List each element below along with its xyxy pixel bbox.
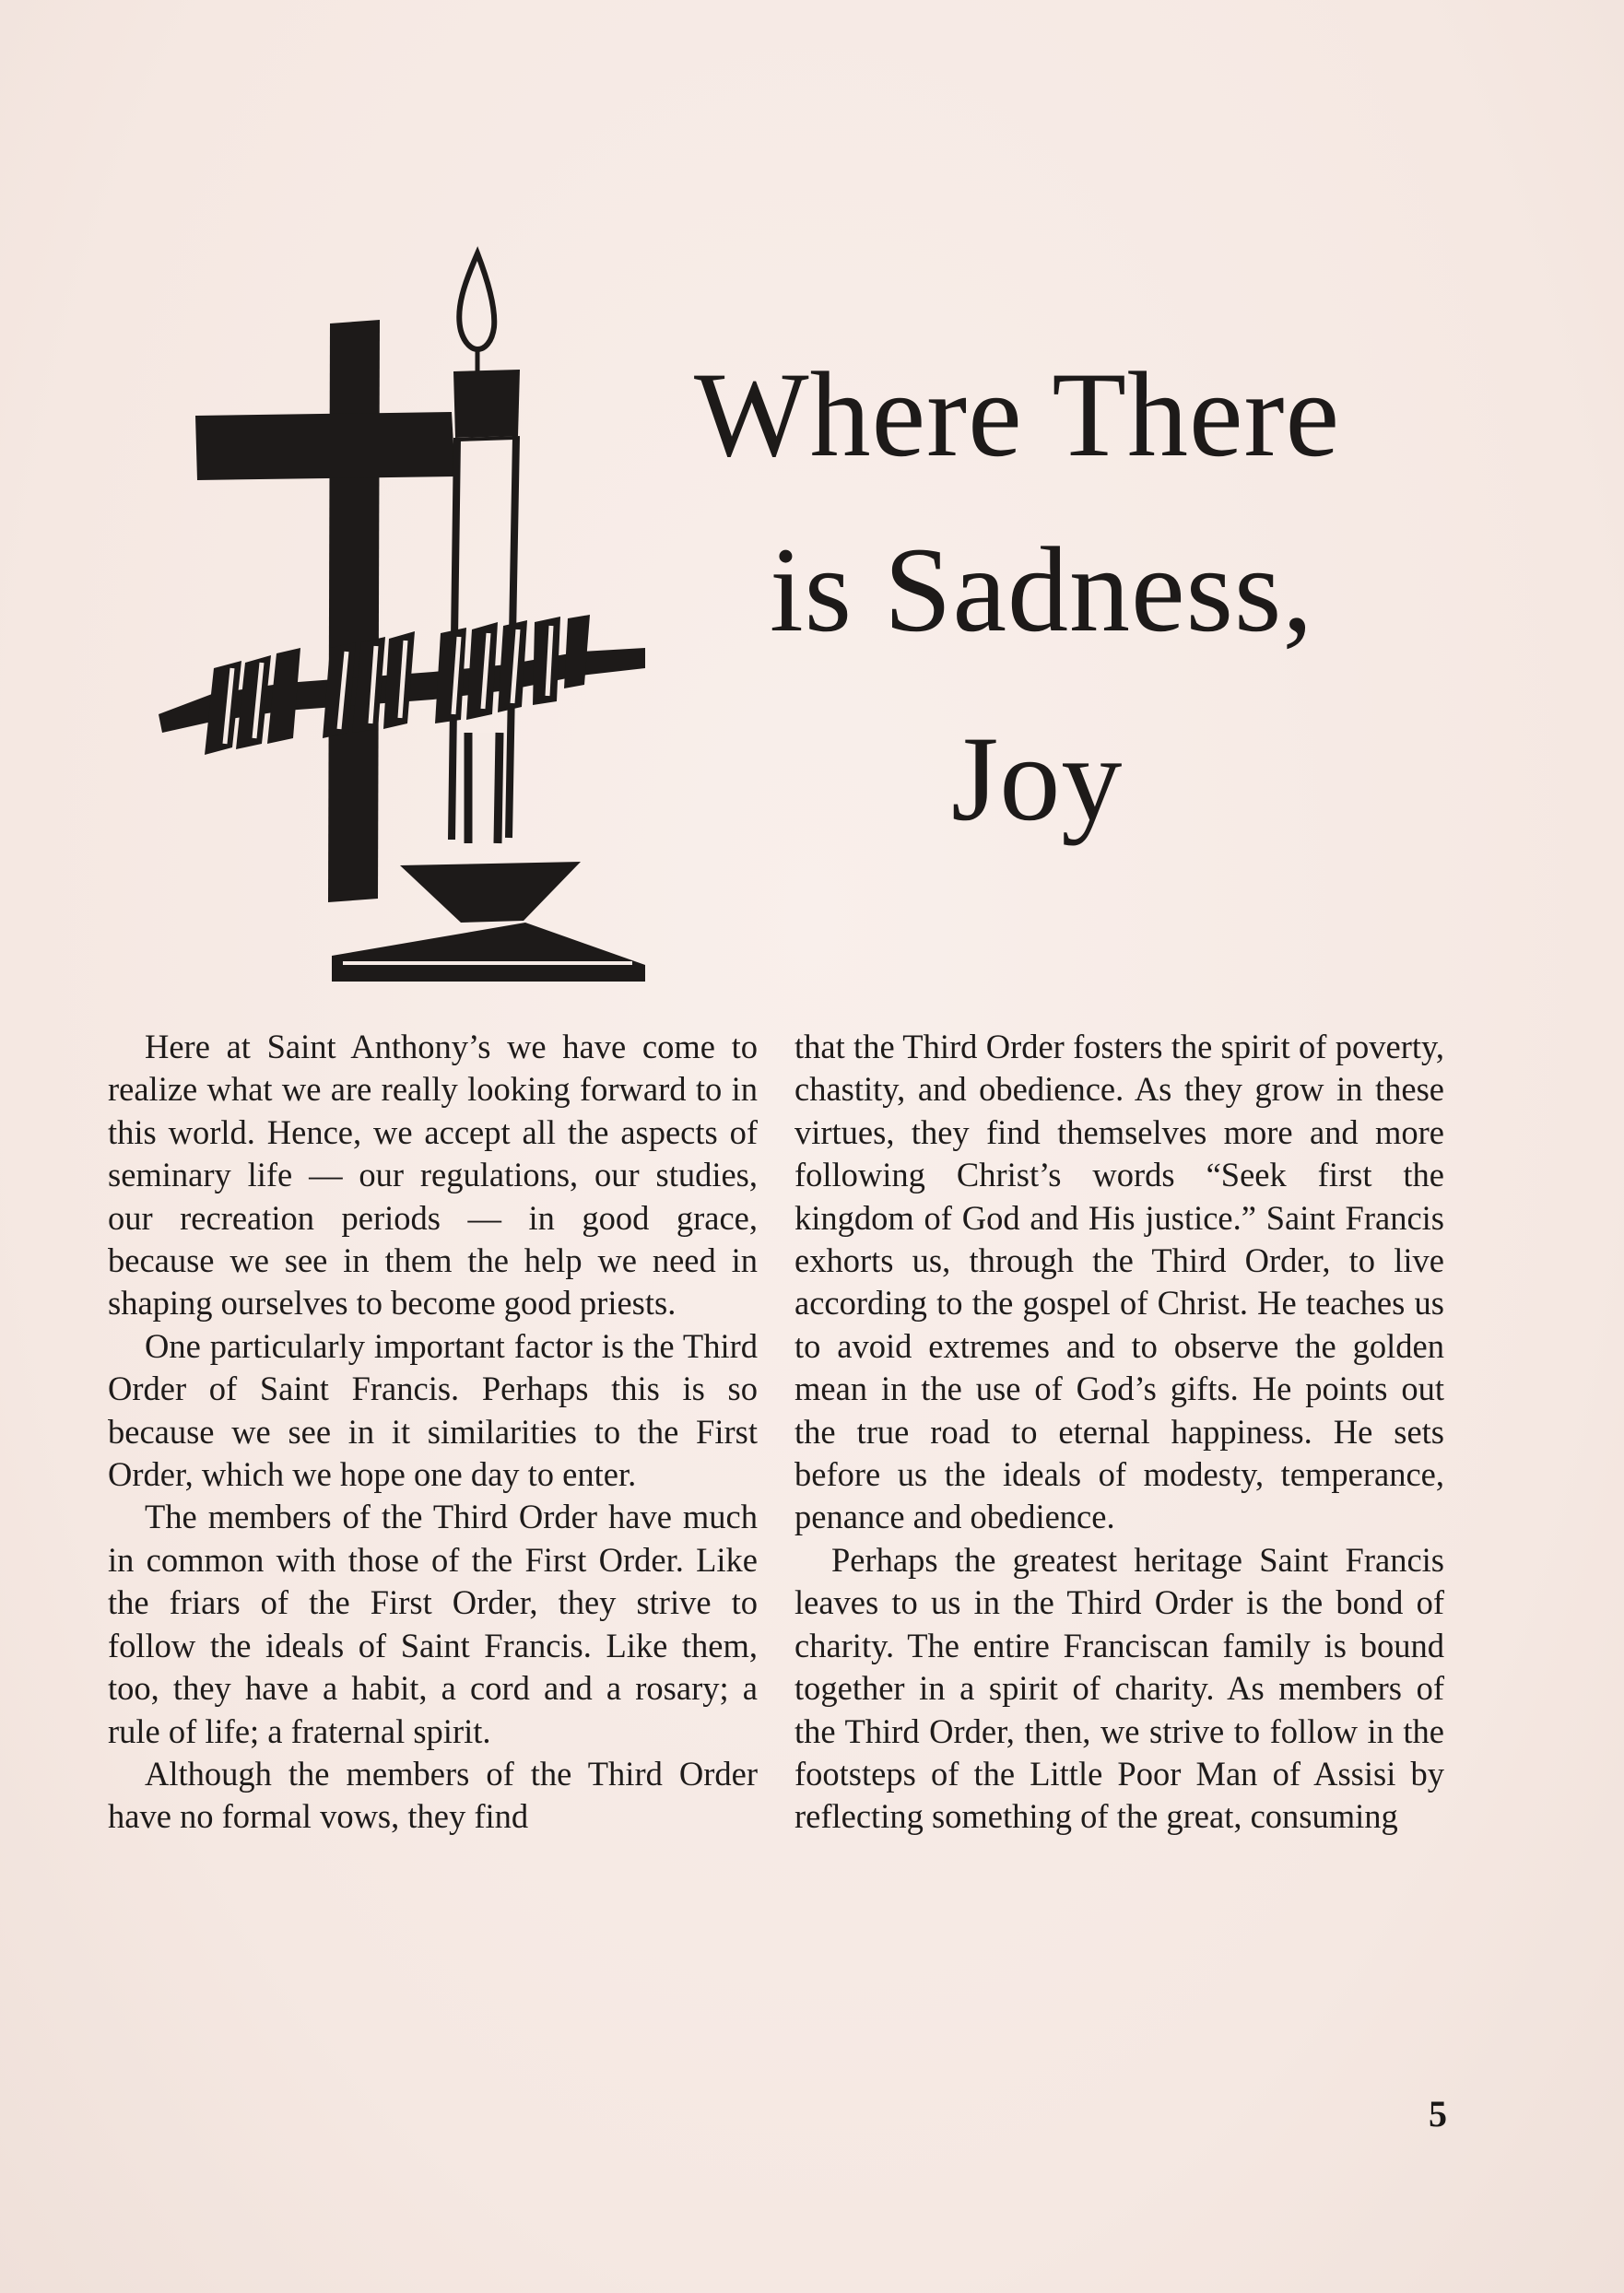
- right-column: [794, 1026, 1444, 1839]
- title-line-1: Where There: [694, 347, 1341, 482]
- left-column: [108, 1026, 758, 1839]
- paragraph: Although the members of the Third Order have no formal vows, they find: [108, 1754, 758, 1836]
- title-line-3: Joy: [951, 711, 1124, 846]
- paragraph: One particularly important factor is the Third Order of Saint Francis. Perhaps this is so because we see in it similarities to the First Order, which we hope one day to enter.: [108, 1326, 758, 1494]
- cross-and-candle-icon: [147, 235, 664, 982]
- paragraph: Here at Saint Anthony’s we have come to realize what we are really looking forward to in this world. Hence, we accept all the aspects of seminary life — our regulations, our studies, our recreation periods — in good grace, because we see in them the help we need in shaping ourselves to become good priests.: [108, 1028, 758, 1323]
- title-line-2: is Sadness,: [770, 522, 1314, 657]
- article-title: [627, 346, 1456, 862]
- paragraph: The members of the Third Order have much in common with those of the First Order. Like the friars of the First Order, they strive to follow the ideals of Saint Francis. Like them, too, they have a habit, a cord and a rosary; a rule of life; a fraternal spirit.: [108, 1498, 758, 1750]
- paragraph: that the Third Order fosters the spirit of poverty, chastity, and obedience. As they grow in these virtues, they find themselves more and more following Christ’s words “Seek first the kingdom of God and His justice.” Saint Francis exhorts us, through the Third Order, to live according to the gospel of Christ. He teaches us to avoid extremes and to observe the golden mean in the use of God’s gifts. He points out the true road to eternal happiness. He sets before us the ideals of modesty, temperance, penance and obedience.: [794, 1028, 1444, 1536]
- page-number: 5: [1429, 2093, 1447, 2134]
- paragraph: Perhaps the greatest heritage Saint Francis leaves to us in the Third Order is the bond of charity. The entire Franciscan family is bound together in a spirit of charity. As members of the Third Order, then, we strive to follow in the footsteps of the Little Poor Man of Assisi by reflecting something of the great, consuming: [794, 1540, 1444, 1836]
